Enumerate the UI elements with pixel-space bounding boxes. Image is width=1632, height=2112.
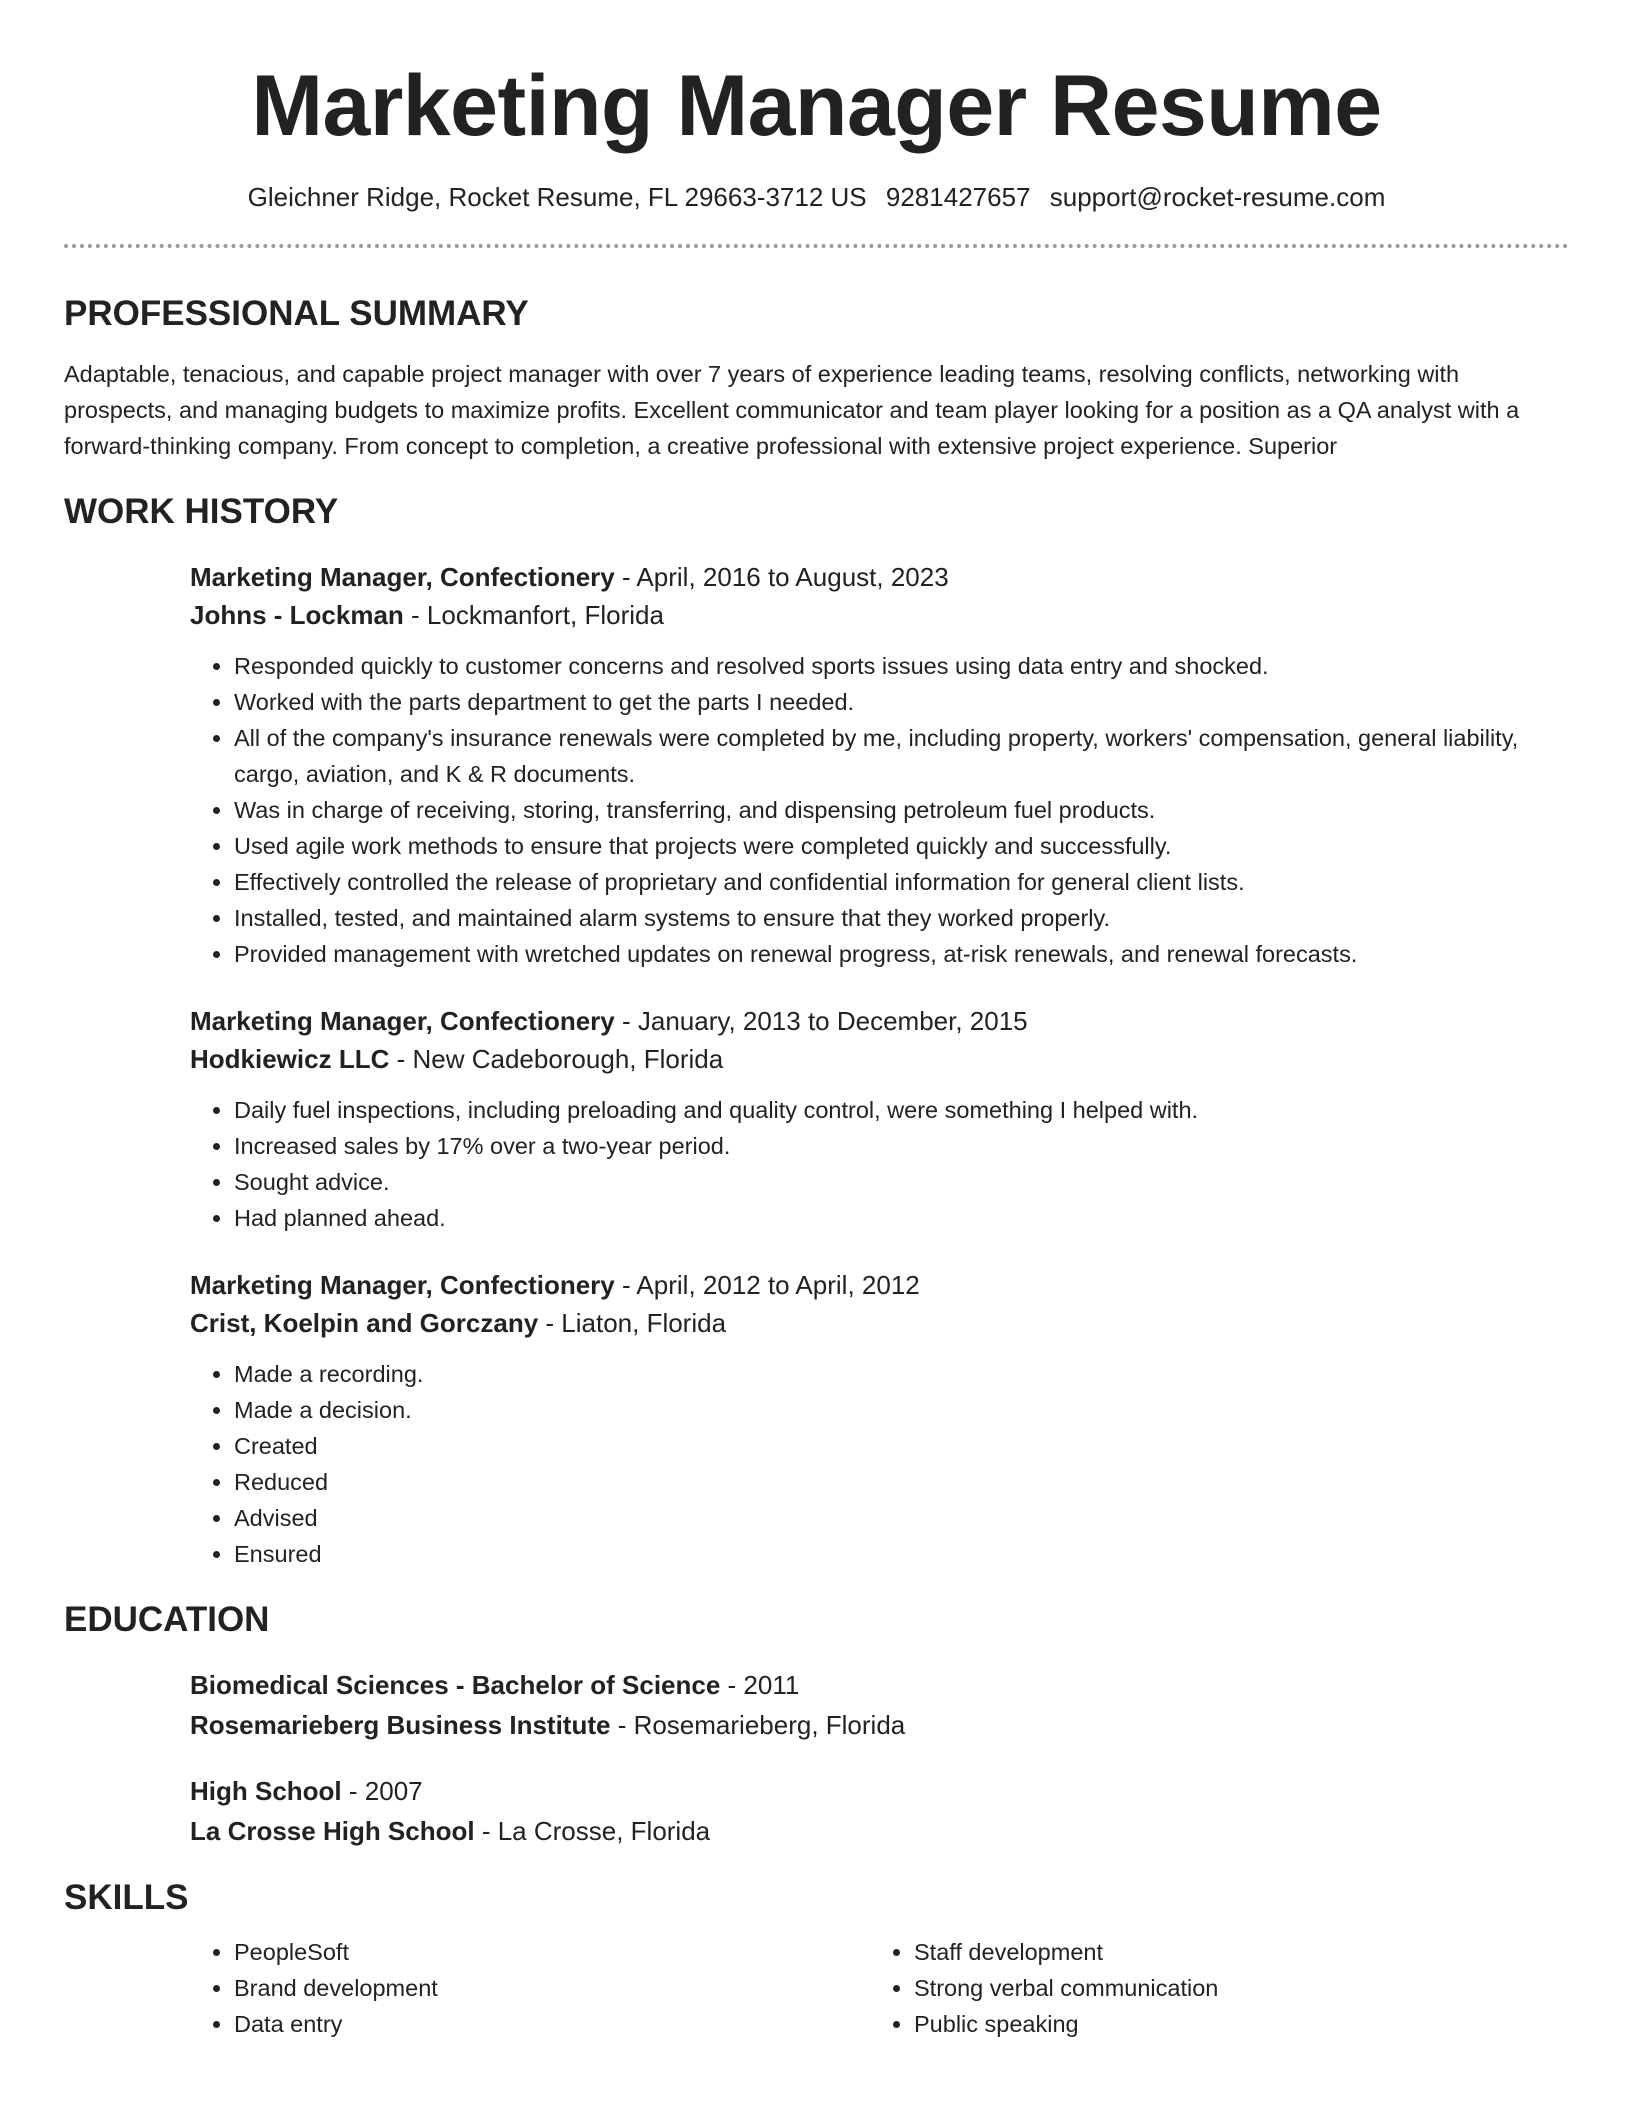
skills-list (190, 1934, 1569, 2042)
education-school: Rosemarieberg Business Institute (190, 1710, 611, 1740)
job-title: Marketing Manager, Confectionery (190, 1270, 615, 1300)
bullet-item: • Provided management with wretched updates on renewal progress, at-risk renewals, and renewal forecasts. (234, 936, 1569, 972)
job-company-line (190, 1304, 1569, 1342)
job-location: - Lockmanfort, Florida (403, 600, 664, 630)
education-school-line (190, 1812, 1569, 1850)
education-heading: EDUCATION (64, 1600, 270, 1639)
work-history-heading: WORK HISTORY (64, 492, 339, 531)
bullet-item: • Advised (234, 1500, 1569, 1536)
header-divider (64, 244, 1569, 248)
job-entry (190, 1266, 1569, 1572)
education-year: - 2011 (720, 1670, 800, 1700)
job-title: Marketing Manager, Confectionery (190, 1006, 615, 1036)
bullet-item: • Installed, tested, and maintained alarm systems to ensure that they worked properly. (234, 900, 1569, 936)
job-bullets (190, 1356, 1569, 1572)
bullet-item: • Increased sales by 17% over a two-year period. (234, 1128, 1569, 1164)
education-entry (190, 1772, 1569, 1850)
job-entry (190, 1002, 1569, 1236)
contact-line (64, 180, 1569, 214)
education-year: - 2007 (341, 1776, 423, 1806)
bullet-item: • Responded quickly to customer concerns and resolved sports issues using data entry and shocked. (234, 648, 1569, 684)
job-dates: - April, 2016 to August, 2023 (614, 562, 949, 592)
skills-bullets-left (190, 1934, 870, 2042)
skill-item: • Strong verbal communication (914, 1970, 1550, 2006)
education-degree: Biomedical Sciences - Bachelor of Science (190, 1670, 721, 1700)
job-dates: - January, 2013 to December, 2015 (614, 1006, 1028, 1036)
contact-address: Gleichner Ridge, Rocket Resume, FL 29663-3712 US (247, 182, 867, 212)
job-company: Hodkiewicz LLC (190, 1044, 390, 1074)
summary-heading: PROFESSIONAL SUMMARY (64, 294, 529, 333)
skills-heading: SKILLS (64, 1878, 189, 1917)
contact-email: support@rocket-resume.com (1049, 182, 1386, 212)
skills-bullets-right (870, 1934, 1550, 2042)
bullet-item: • Effectively controlled the release of proprietary and confidential information for general client lists. (234, 864, 1569, 900)
education-degree-line (190, 1666, 1569, 1704)
bullet-item: • Was in charge of receiving, storing, transferring, and dispensing petroleum fuel products. (234, 792, 1569, 828)
bullet-item: • Made a decision. (234, 1392, 1569, 1428)
bullet-item: • Worked with the parts department to get the parts I needed. (234, 684, 1569, 720)
skills-column-right (870, 1934, 1550, 2042)
bullet-item: • Created (234, 1428, 1569, 1464)
bullet-item: • Used agile work methods to ensure that projects were completed quickly and successfully. (234, 828, 1569, 864)
resume-page (64, 0, 1569, 2042)
skill-item: • Brand development (234, 1970, 870, 2006)
bullet-item: • Reduced (234, 1464, 1569, 1500)
bullet-item: • Ensured (234, 1536, 1569, 1572)
job-bullets (190, 1092, 1569, 1236)
job-title-line (190, 558, 1569, 596)
job-company-line (190, 596, 1569, 634)
contact-phone: 9281427657 (885, 182, 1031, 212)
education-location: - Rosemarieberg, Florida (610, 1710, 906, 1740)
bullet-item: • Had planned ahead. (234, 1200, 1569, 1236)
job-bullets (190, 648, 1569, 972)
education-degree: High School (190, 1776, 342, 1806)
skill-item: • PeopleSoft (234, 1934, 870, 1970)
resume-title: Marketing Manager Resume (251, 58, 1382, 154)
job-company-line (190, 1040, 1569, 1078)
education-entry (190, 1666, 1569, 1744)
bullet-item: • Daily fuel inspections, including preloading and quality control, were something I helped with. (234, 1092, 1569, 1128)
job-title-line (190, 1002, 1569, 1040)
job-location: - Liaton, Florida (538, 1308, 727, 1338)
education-school-line (190, 1706, 1569, 1744)
job-entry (190, 558, 1569, 972)
job-dates: - April, 2012 to April, 2012 (614, 1270, 920, 1300)
skill-item: • Data entry (234, 2006, 870, 2042)
education-school: La Crosse High School (190, 1816, 475, 1846)
job-title-line (190, 1266, 1569, 1304)
bullet-item: • Made a recording. (234, 1356, 1569, 1392)
summary-text: Adaptable, tenacious, and capable project manager with over 7 years of experience leading teams, resolving conflicts, networking with prospects, and managing budgets to maximize profits. Excellent communicator and team player looking for a position as a QA analyst with a forward-thinking company. From concept to completion, a creative professional with extensive project experience. Superior (64, 361, 1520, 459)
bullet-item: • Sought advice. (234, 1164, 1569, 1200)
skills-column-left (190, 1934, 870, 2042)
job-title: Marketing Manager, Confectionery (190, 562, 615, 592)
education-degree-line (190, 1772, 1569, 1810)
skill-item: • Staff development (914, 1934, 1550, 1970)
education-location: - La Crosse, Florida (474, 1816, 711, 1846)
job-location: - New Cadeborough, Florida (389, 1044, 724, 1074)
bullet-item: • All of the company's insurance renewals were completed by me, including property, workers' compensation, general liability, cargo, aviation, and K & R documents. (234, 720, 1569, 792)
job-company: Johns - Lockman (190, 600, 404, 630)
job-company: Crist, Koelpin and Gorczany (190, 1308, 539, 1338)
skill-item: • Public speaking (914, 2006, 1550, 2042)
